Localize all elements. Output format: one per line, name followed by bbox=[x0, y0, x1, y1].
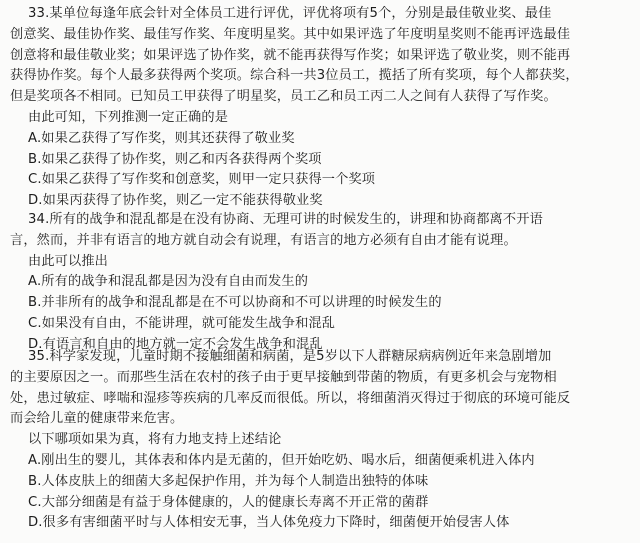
question-stem-line: 言，然而，并非有语言的地方就自动会有说理，有语言的地方必须有自由才能有说理。 bbox=[10, 232, 517, 248]
question-stem-line: 的主要原因之一。而那些生活在农村的孩子由于更早接触到带菌的物质，有更多机会与宠物相 bbox=[10, 369, 557, 385]
option-b: B.如果乙获得了协作奖，则乙和丙各获得两个奖项 bbox=[28, 151, 322, 167]
option-d: D.很多有害细菌平时与人体相安无事，当人体免疫力下降时，细菌便开始侵害人体 bbox=[28, 515, 510, 531]
question-stem-line: 而会给儿童的健康带来危害。 bbox=[10, 411, 184, 427]
question-stem-line: 获得协作奖。每个人最多获得两个奖项。综合科一共3位员工，揽括了所有奖项，每个人都获奖， bbox=[10, 68, 579, 84]
question-stem-line: 35.科学家发现，儿童时期不接触细菌和病菌，是5岁以下人群糖尿病病例近年来急剧增加 bbox=[28, 349, 552, 364]
question-stem-line: 34.所有的战争和混乱都是在没有协商、无理可讲的时候发生的，讲理和协商都离不开语 bbox=[28, 212, 543, 227]
option-c: C.如果没有自由，不能讲理，就可能发生战争和混乱 bbox=[28, 316, 336, 331]
option-c: C.如果乙获得了写作奖和创意奖，则甲一定只获得一个奖项 bbox=[28, 172, 376, 188]
question-prompt: 由此可以推出 bbox=[28, 253, 109, 269]
question-stem-line: 处，患过敏症、哮喘和湿疹等疾病的几率反而很低。所以，将细菌消灭得过于彻底的环境可能反 bbox=[10, 390, 571, 406]
option-b: B.人体皮肤上的细菌大多起保护作用，并为每个人制造出独特的体味 bbox=[28, 473, 429, 489]
question-prompt: 由此可知，下列推测一定正确的是 bbox=[28, 110, 229, 125]
question-stem-line: 创意将和最佳敬业奖；如果评选了协作奖，就不能再获得写作奖；如果评选了敬业奖，则不能再 bbox=[10, 47, 571, 63]
question-stem-line: 33.某单位每逢年底会针对全体员工进行评优，评优将项有5个，分别是最佳敬业奖、最佳 bbox=[28, 6, 552, 21]
question-stem-line: 创意奖、最佳协作奖、最佳写作奖、年度明星奖。其中如果评选了年度明星奖则不能再评选最佳 bbox=[10, 26, 571, 42]
option-a: A.刚出生的婴儿，其体表和体内是无菌的，但开始吃奶、喝水后，细菌便乘机进入体内 bbox=[28, 453, 535, 468]
option-b: B.并非所有的战争和混乱都是在不可以协商和不可以讲理的时候发生的 bbox=[28, 295, 442, 311]
option-a: A.如果乙获得了写作奖，则其还获得了敬业奖 bbox=[28, 130, 295, 146]
question-prompt: 以下哪项如果为真，将有力地支持上述结论 bbox=[28, 432, 282, 448]
option-a: A.所有的战争和混乱都是因为没有自由而发生的 bbox=[28, 274, 309, 290]
option-d: D.如果丙获得了协作奖，则乙一定不能获得敬业奖 bbox=[28, 193, 323, 209]
option-d: D.有语言和自由的地方就一定不会发生战争和混乱 bbox=[28, 336, 323, 352]
question-stem-line: 但是奖项各不相同。已知员工甲获得了明星奖，员工乙和员工丙二人之间有人获得了写作奖。 bbox=[10, 89, 557, 105]
option-c: C.大部分细菌是有益于身体健康的，人的健康长寿离不开正常的菌群 bbox=[28, 494, 429, 510]
